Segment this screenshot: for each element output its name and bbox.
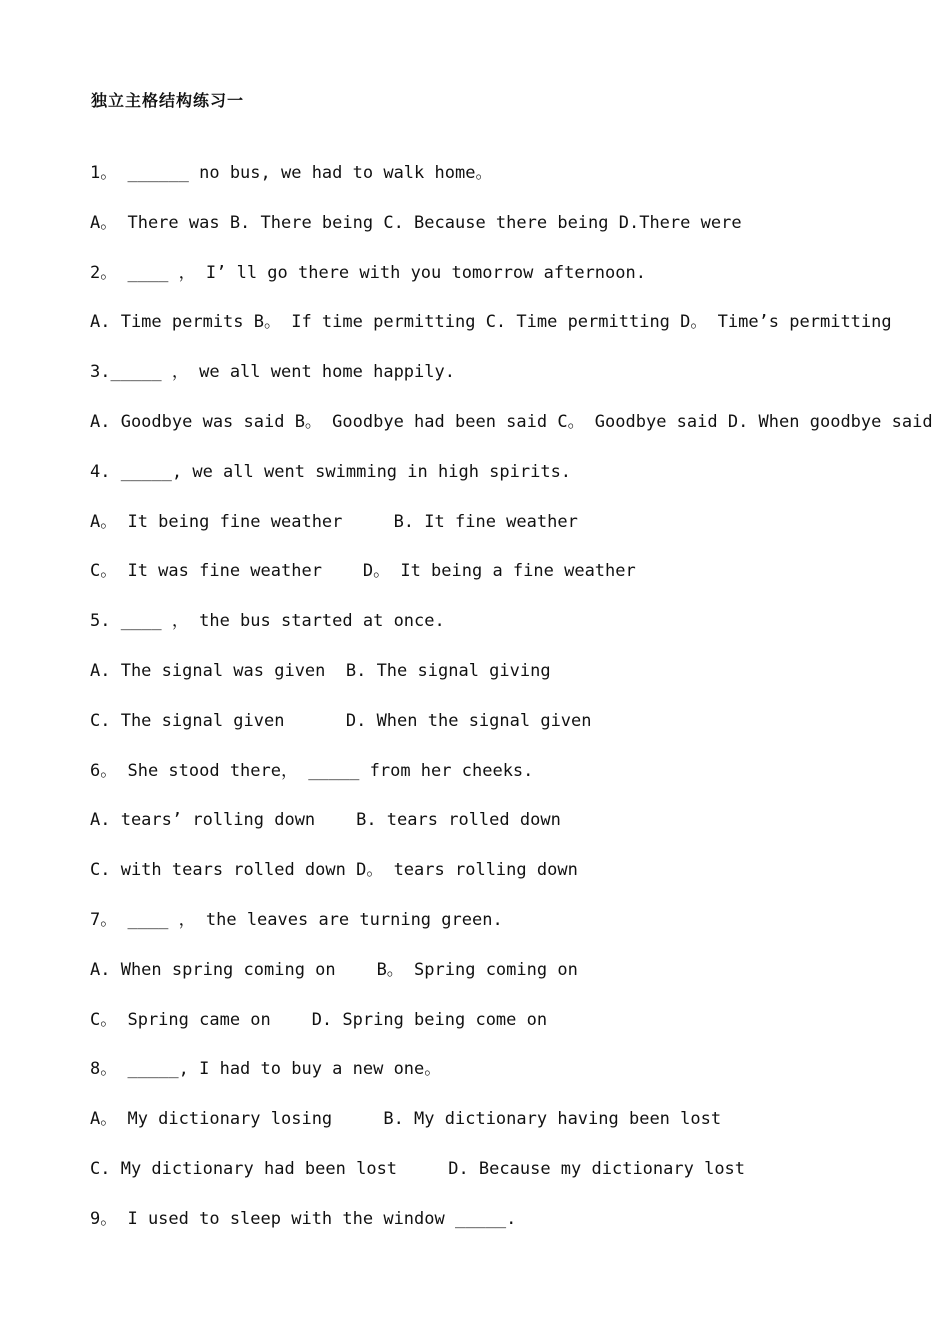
question-4-options-cd: C。 It was fine weather D。 It being a fine weather bbox=[90, 561, 636, 582]
question-8-options-ab: A。 My dictionary losing B. My dictionary having been lost bbox=[90, 1109, 722, 1130]
question-5-options-ab: A. The signal was given B. The signal giving bbox=[90, 660, 551, 681]
question-7-options-cd: C。 Spring came on D. Spring being come on bbox=[90, 1009, 548, 1030]
question-6-options-cd: C. with tears rolled down D。 tears rolling down bbox=[90, 860, 578, 881]
question-5: 5. ____ ， the bus started at once. bbox=[90, 611, 445, 632]
question-8: 8。 _____, I had to buy a new one。 bbox=[90, 1059, 442, 1080]
question-2: 2。 ____ ， I’ ll go there with you tomorrow afternoon. bbox=[90, 262, 646, 283]
question-2-options: A. Time permits B。 If time permitting C. Time permitting D。 Time’s permitting bbox=[90, 312, 892, 333]
question-3-options: A. Goodbye was said B。 Goodbye had been said C。 Goodbye said D. When goodbye said bbox=[90, 411, 933, 432]
page-title: 独立主格结构练习一 bbox=[91, 91, 245, 110]
question-9: 9。 I used to sleep with the window _____. bbox=[90, 1208, 517, 1229]
question-7-options-ab: A. When spring coming on B。 Spring coming on bbox=[90, 959, 578, 980]
question-5-options-cd: C. The signal given D. When the signal given bbox=[90, 710, 592, 731]
question-7: 7。 ____ ， the leaves are turning green. bbox=[90, 909, 503, 930]
question-3: 3._____ ， we all went home happily. bbox=[90, 362, 455, 383]
question-6-options-ab: A. tears’ rolling down B. tears rolled down bbox=[90, 810, 561, 831]
question-4: 4. _____, we all went swimming in high spirits. bbox=[90, 461, 572, 482]
question-4-options-ab: A。 It being fine weather B. It fine weather bbox=[90, 511, 578, 532]
question-8-options-cd: C. My dictionary had been lost D. Because my dictionary lost bbox=[90, 1158, 746, 1179]
question-1: 1。 ______ no bus, we had to walk home。 bbox=[90, 163, 493, 183]
question-1-options: A。 There was B. There being C. Because there being D.There were bbox=[90, 212, 742, 233]
exercise-lines bbox=[90, 158, 933, 1254]
question-6: 6。 She stood there， _____ from her cheeks. bbox=[90, 760, 534, 781]
